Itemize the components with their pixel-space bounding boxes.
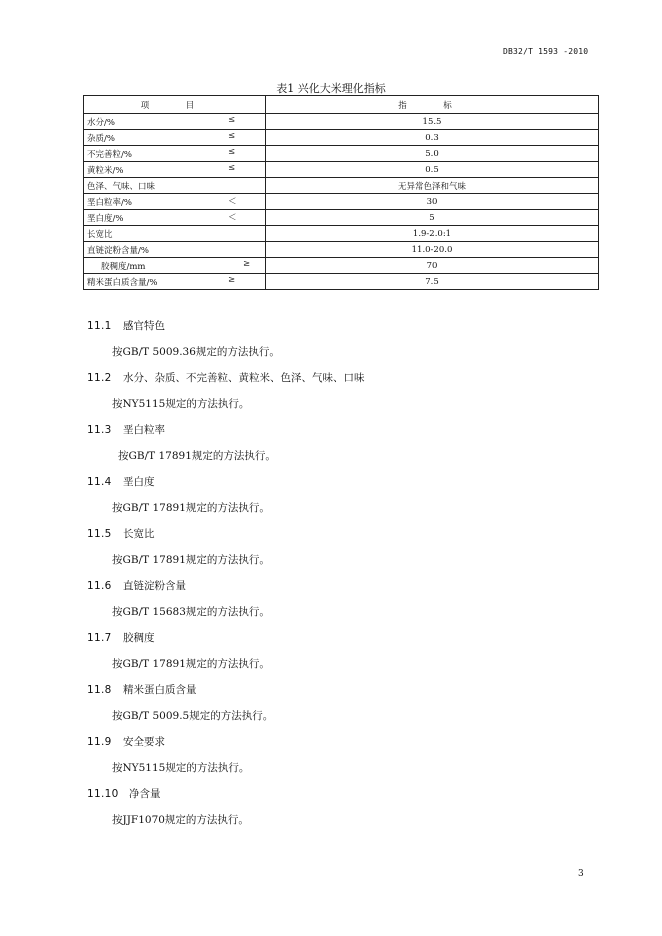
table-cell-value: 无异常色泽和气味: [266, 178, 599, 194]
section-body: 按GB/T 15683规定的方法执行。: [112, 606, 270, 618]
item-label: 精米蛋白质含量/%: [87, 277, 158, 288]
item-label: 黄粒米/%: [87, 165, 124, 176]
section-heading: [87, 630, 155, 645]
section-heading: [87, 370, 365, 385]
table-row: [84, 226, 599, 242]
table-cell-value: 5: [266, 210, 599, 226]
section-number: 11.8: [87, 684, 112, 696]
section-heading: [87, 578, 186, 593]
table-cell-value: 7.5: [266, 274, 599, 290]
section-title: 水分、杂质、不完善粒、黄粒米、色泽、气味、口味: [123, 372, 365, 384]
section-number: 11.5: [87, 528, 112, 540]
section-heading: [87, 474, 155, 489]
table-caption: 表1 兴化大米理化指标: [276, 82, 386, 95]
section-number: 11.9: [87, 736, 112, 748]
section-title: 胶稠度: [123, 632, 155, 644]
item-symbol: ＜: [228, 197, 237, 207]
item-label: 杂质/%: [87, 133, 115, 144]
section-body: 按JJF1070规定的方法执行。: [112, 814, 249, 826]
section-heading: [87, 682, 197, 697]
table-row: [84, 130, 599, 146]
section-title: 直链淀粉含量: [123, 580, 186, 592]
section-body: 按GB/T 17891规定的方法执行。: [118, 450, 276, 462]
section-number: 11.4: [87, 476, 112, 488]
table-cell-item: [84, 178, 266, 194]
table-row: [84, 258, 599, 274]
table-row: [84, 210, 599, 226]
table-cell-value: 1.9-2.0:1: [266, 226, 599, 242]
section-body: 按NY5115规定的方法执行。: [112, 398, 250, 410]
table-cell-item: [84, 242, 266, 258]
item-symbol: ≤: [228, 163, 236, 173]
section-number: 11.6: [87, 580, 112, 592]
item-label: 垩白粒率/%: [87, 197, 132, 208]
table-row: [84, 162, 599, 178]
document-code: DB32/T 1593 -2010: [503, 47, 589, 56]
section-body: 按GB/T 17891规定的方法执行。: [112, 502, 270, 514]
item-symbol: ＜: [228, 213, 237, 223]
table-cell-item: [84, 226, 266, 242]
item-label: 色泽、气味、口味: [87, 181, 156, 192]
section-number: 11.3: [87, 424, 112, 436]
table-cell-value: 30: [266, 194, 599, 210]
item-symbol: ≥: [243, 259, 251, 269]
section-number: 11.10: [87, 788, 119, 800]
section-heading: [87, 526, 155, 541]
header-value: 指 标: [266, 96, 599, 114]
item-label: 长宽比: [87, 229, 113, 240]
item-symbol: ≥: [228, 275, 236, 285]
table-cell-item: [84, 162, 266, 178]
table-cell-item: [84, 146, 266, 162]
header-item: 项 目: [84, 96, 266, 114]
item-label: 水分/%: [87, 117, 115, 128]
table-cell-item: [84, 258, 266, 274]
table-cell-value: 0.5: [266, 162, 599, 178]
section-body: 按GB/T 17891规定的方法执行。: [112, 658, 270, 670]
section-heading: [87, 318, 165, 333]
section-title: 净含量: [129, 788, 161, 800]
table-row: [84, 274, 599, 290]
section-body: 按GB/T 5009.5规定的方法执行。: [112, 710, 274, 722]
table-row: [84, 242, 599, 258]
item-label: 直链淀粉含量/%: [87, 245, 149, 256]
table-cell-value: 70: [266, 258, 599, 274]
section-body: 按GB/T 17891规定的方法执行。: [112, 554, 270, 566]
table-cell-value: 15.5: [266, 114, 599, 130]
section-title: 安全要求: [123, 736, 165, 748]
item-symbol: ≤: [228, 115, 236, 125]
section-heading: [87, 734, 165, 749]
table-cell-value: 5.0: [266, 146, 599, 162]
section-title: 精米蛋白质含量: [123, 684, 197, 696]
section-title: 长宽比: [123, 528, 155, 540]
spec-table: [83, 95, 599, 290]
table-cell-item: [84, 194, 266, 210]
page-number: 3: [578, 869, 584, 879]
section-number: 11.1: [87, 320, 112, 332]
item-label: 不完善粒/%: [87, 149, 132, 160]
table-cell-value: 11.0-20.0: [266, 242, 599, 258]
table-row: [84, 146, 599, 162]
section-heading: [87, 786, 161, 801]
section-title: 感官特色: [123, 320, 165, 332]
section-number: 11.7: [87, 632, 112, 644]
table-row: [84, 194, 599, 210]
section-body: 按GB/T 5009.36规定的方法执行。: [112, 346, 280, 358]
item-label: 胶稠度/mm: [101, 261, 146, 272]
table-cell-item: [84, 114, 266, 130]
table-cell-item: [84, 274, 266, 290]
item-label: 垩白度/%: [87, 213, 124, 224]
item-symbol: ≤: [228, 147, 236, 157]
table-header-row: [84, 96, 599, 114]
item-symbol: ≤: [228, 131, 236, 141]
table-row: [84, 178, 599, 194]
section-number: 11.2: [87, 372, 112, 384]
table-cell-value: 0.3: [266, 130, 599, 146]
section-body: 按NY5115规定的方法执行。: [112, 762, 250, 774]
table-cell-item: [84, 130, 266, 146]
section-title: 垩白粒率: [123, 424, 165, 436]
section-heading: [87, 422, 165, 437]
section-title: 垩白度: [123, 476, 155, 488]
table-cell-item: [84, 210, 266, 226]
table-row: [84, 114, 599, 130]
